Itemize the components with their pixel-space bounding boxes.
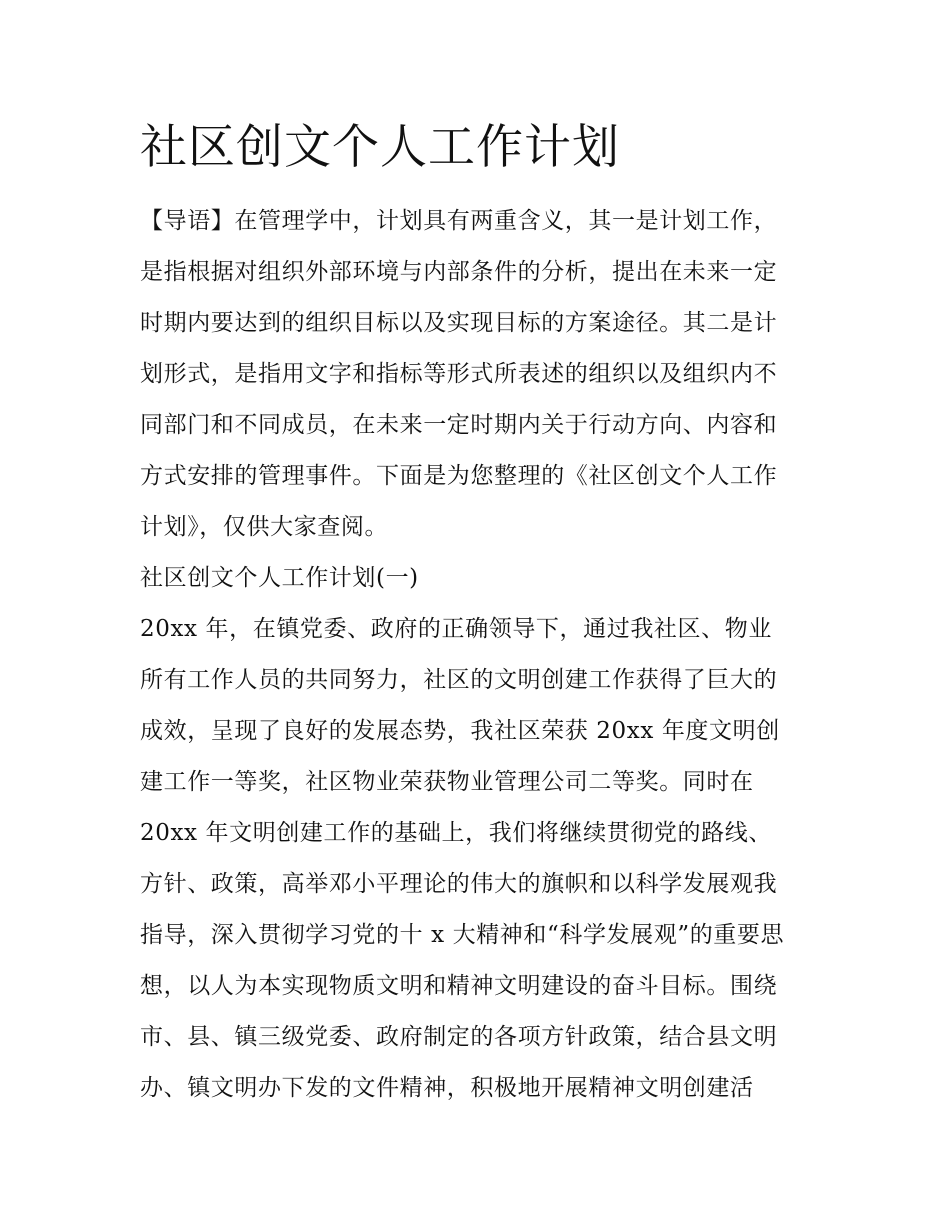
intro-line: 同部门和不同成员，在未来一定时期内关于行动方向、内容和 — [140, 412, 778, 438]
body-line: 成效，呈现了良好的发展态势，我社区荣获 20xx 年度文明创 — [140, 718, 780, 744]
body-line: 所有工作人员的共同努力，社区的文明创建工作获得了巨大的 — [140, 667, 778, 693]
intro-line: 是指根据对组织外部环境与内部条件的分析，提出在未来一定 — [140, 259, 778, 285]
intro-line: 方式安排的管理事件。下面是为您整理的《社区创文个人工作 — [140, 463, 778, 489]
intro-line: 计划》，仅供大家查阅。 — [140, 514, 389, 540]
document-title: 社区创文个人工作计划 — [140, 120, 620, 175]
intro-line: 时期内要达到的组织目标以及实现目标的方案途径。其二是计 — [140, 310, 778, 336]
body-line: 办、镇文明办下发的文件精神，积极地开展精神文明创建活 — [140, 1075, 754, 1101]
body-line: 方针、政策，高举邓小平理论的伟大的旗帜和以科学发展观我 — [140, 871, 778, 897]
body-line: 想，以人为本实现物质文明和精神文明建设的奋斗目标。围绕 — [140, 973, 778, 999]
body-line: 20xx 年，在镇党委、政府的正确领导下，通过我社区、物业 — [140, 616, 772, 642]
body-line: 市、县、镇三级党委、政府制定的各项方针政策，结合县文明 — [140, 1024, 778, 1050]
body-line: 建工作一等奖，社区物业荣获物业管理公司二等奖。同时在 — [140, 769, 754, 795]
body-line: 20xx 年文明创建工作的基础上，我们将继续贯彻党的路线、 — [140, 820, 772, 846]
section-heading: 社区创文个人工作计划(一) — [140, 565, 419, 591]
intro-line: 划形式，是指用文字和指标等形式所表述的组织以及组织内不 — [140, 361, 778, 387]
intro-line: 【导语】在管理学中，计划具有两重含义，其一是计划工作， — [140, 208, 778, 234]
body-line: 指导，深入贯彻学习党的十 x 大精神和“科学发展观”的重要思 — [140, 922, 785, 948]
